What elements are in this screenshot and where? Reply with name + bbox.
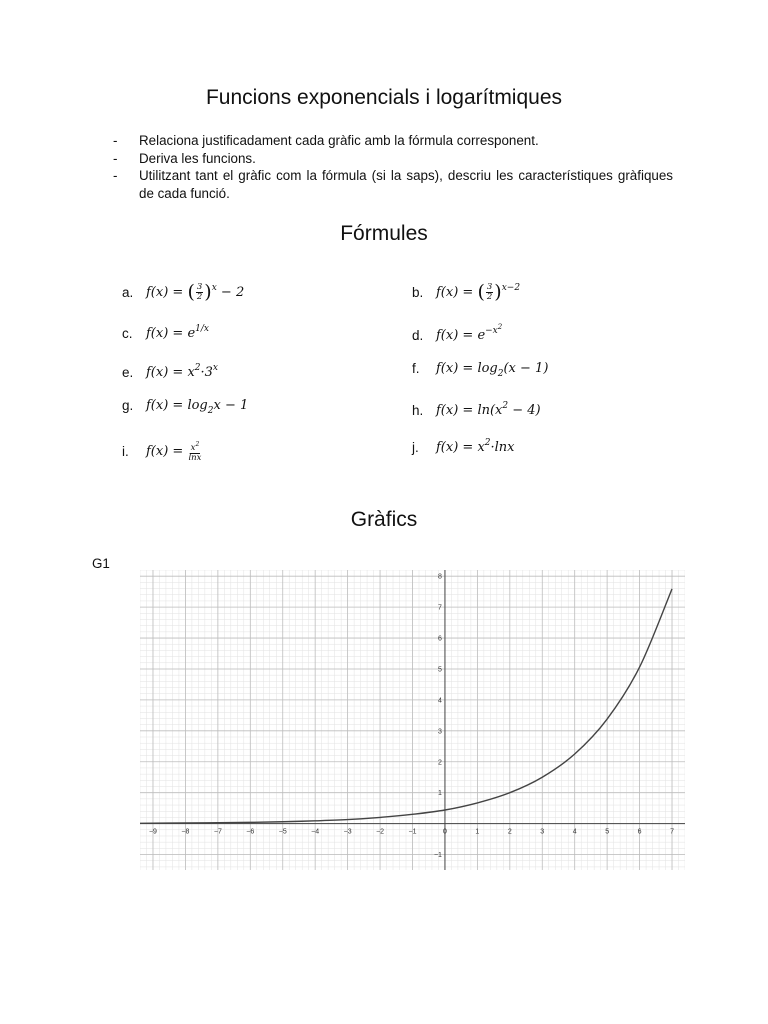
formula-expression: f(x) = ( $\frac{3}{2}$ )$^x$ − 2 bbox=[146, 281, 245, 303]
x-tick-label: 3 bbox=[540, 828, 545, 836]
y-tick-label: 7 bbox=[438, 604, 442, 612]
formula-a: a. f(x) = ( $\frac{3}{2}$ )$^x$ − 2 bbox=[122, 281, 245, 303]
y-tick-label: 5 bbox=[438, 666, 442, 674]
y-tick-label: 6 bbox=[438, 635, 442, 643]
graphs-heading: Gràfics bbox=[350, 508, 418, 531]
formulas-heading: Fórmules bbox=[340, 222, 428, 245]
formula-d: d. $f(x) = e^{-x^2}$ bbox=[412, 323, 503, 343]
formula-i: i. f(x) = $\frac{x^2}{\ln x}$ bbox=[122, 441, 202, 463]
x-tick-label: 6 bbox=[637, 828, 642, 836]
graph-g1 bbox=[140, 570, 685, 870]
formula-h: h. $f(x) = \ln(x^2 - 4)$ bbox=[412, 401, 541, 418]
x-tick-label: 1 bbox=[475, 828, 480, 836]
x-tick-label: −5 bbox=[278, 828, 287, 836]
formula-expression: $f(x) = \log_2(x - 1)$ bbox=[436, 361, 549, 379]
y-tick-label: 4 bbox=[438, 697, 442, 705]
page-title: Funcions exponencials i logarítmiques bbox=[205, 86, 563, 109]
formula-expression: $f(x) = x^2\cdot\ln x$ bbox=[436, 438, 515, 455]
x-tick-label: −7 bbox=[213, 828, 222, 836]
formula-expression: $f(x) = e^{-x^2}$ bbox=[436, 323, 503, 343]
x-tick-label: 2 bbox=[507, 828, 512, 836]
x-tick-label: 4 bbox=[572, 828, 577, 836]
instruction-item: - Relaciona justificadament cada gràfic amb la fórmula corresponent. bbox=[113, 133, 539, 148]
formula-expression: $f(x) = \ln(x^2 - 4)$ bbox=[436, 401, 541, 418]
formula-expression: f(x) = ( $\frac{3}{2}$ )$^{x-2}$ bbox=[436, 281, 521, 303]
y-tick-label: 2 bbox=[438, 759, 442, 767]
formula-c: c. $f(x) = e^{1/x}$ bbox=[122, 324, 209, 341]
x-tick-label: 0 bbox=[442, 828, 447, 836]
formula-expression: f(x) = $\frac{x^2}{\ln x}$ bbox=[146, 441, 202, 463]
x-tick-label: −3 bbox=[343, 828, 352, 836]
instructions-list bbox=[113, 132, 673, 202]
formula-expression: $f(x) = e^{1/x}$ bbox=[146, 324, 209, 341]
x-tick-label: 5 bbox=[605, 828, 610, 836]
x-tick-label: −2 bbox=[376, 828, 385, 836]
formula-b: b. f(x) = ( $\frac{3}{2}$ )$^{x-2}$ bbox=[412, 281, 521, 303]
formula-g: g. $f(x) = \log_2x - 1$ bbox=[122, 398, 249, 416]
x-tick-label: 7 bbox=[670, 828, 674, 836]
y-tick-label: 3 bbox=[438, 728, 442, 736]
formula-expression: $f(x) = x^2\cdot 3^x$ bbox=[146, 363, 218, 380]
formula-expression: $f(x) = \log_2x - 1$ bbox=[146, 398, 249, 416]
formula-e: e. $f(x) = x^2\cdot 3^x$ bbox=[122, 363, 218, 380]
y-tick-label: −1 bbox=[433, 852, 442, 860]
formula-j: j. $f(x) = x^2\cdot\ln x$ bbox=[412, 438, 515, 455]
x-tick-label: −1 bbox=[408, 828, 417, 836]
graph-label: G1 bbox=[92, 556, 110, 571]
x-tick-label: −8 bbox=[181, 828, 190, 836]
instruction-item: - Deriva les funcions. bbox=[113, 150, 256, 166]
y-tick-label: 1 bbox=[438, 790, 442, 798]
x-tick-label: −4 bbox=[311, 828, 320, 836]
x-tick-label: −9 bbox=[148, 828, 157, 836]
x-tick-label: −6 bbox=[246, 828, 255, 836]
instruction-item: - Utilitzant tant el gràfic com la fórmula (si la saps), descriu les característiques gràfiques de cada funció. bbox=[113, 168, 673, 201]
formula-f: f. $f(x) = \log_2(x - 1)$ bbox=[412, 361, 549, 379]
y-tick-label: 8 bbox=[438, 573, 442, 581]
